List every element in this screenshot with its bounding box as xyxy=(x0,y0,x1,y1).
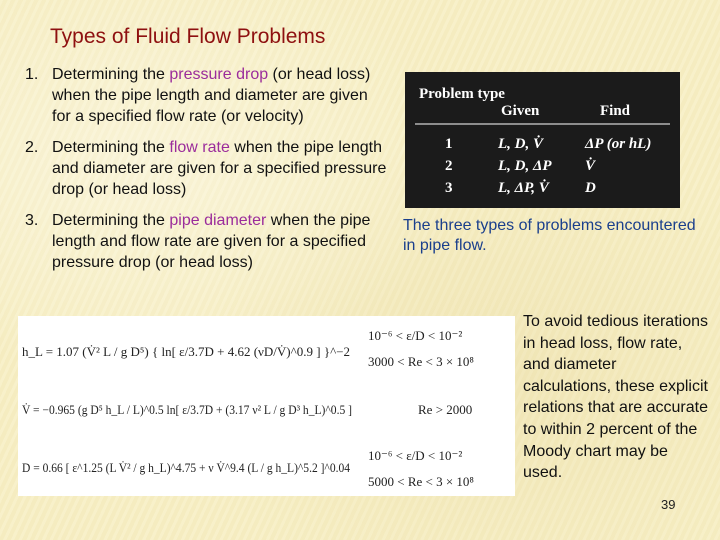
problem-types-table xyxy=(405,72,680,208)
problem-list xyxy=(20,64,390,283)
slide-title: Types of Fluid Flow Problems xyxy=(50,25,326,48)
formula-flow-rate: V̇ = −0.965 (g D⁵ h_L / L)^0.5 ln[ ε/3.7D + (3.17 ν² L / g D³ h_L)^0.5 ] xyxy=(22,403,352,417)
table-cell: L, D, V̇ xyxy=(498,136,543,152)
problem-highlight: pressure drop xyxy=(169,66,269,83)
formula-diameter: D = 0.66 [ ε^1.25 (L V̇² / g h_L)^4.75 + ν V̇^9.4 (L / g h_L)^5.2 ]^0.04 xyxy=(22,461,351,475)
problem-text: when the pipe length and diameter are given for a specified pressure drop (or head loss) xyxy=(52,139,387,198)
problem-item xyxy=(20,210,390,273)
formula-range: Re > 2000 xyxy=(418,402,473,417)
problem-highlight: flow rate xyxy=(169,139,230,156)
list-number: 1. xyxy=(25,66,39,83)
table-cell: 2 xyxy=(445,158,453,174)
problem-text: when the pipe length and flow rate are given for a specified pressure drop (or head loss) xyxy=(52,212,371,271)
formula-graphic xyxy=(18,316,515,496)
problem-text: Determining the xyxy=(52,66,170,83)
table-cell: 3 xyxy=(445,180,453,196)
table-header-given: Given xyxy=(501,103,540,119)
table-header-find: Find xyxy=(600,103,631,119)
list-number: 2. xyxy=(25,139,39,156)
table-header-problem-type: Problem type xyxy=(419,86,505,102)
page-number: 39 xyxy=(661,497,676,512)
explicit-relations-note: To avoid tedious iterations in head loss, flow rate, and diameter calculations, these explicit relations that are accurate to within 2 percent of the Moody chart may be used. xyxy=(523,313,708,482)
table-cell: L, ΔP, V̇ xyxy=(498,180,549,196)
formula-range: 3000 < Re < 3 × 10⁸ xyxy=(368,354,474,369)
problem-text: Determining the xyxy=(52,212,170,229)
problem-text: (or head loss) when the pipe length and diameter are given for a specified flow rate (or velocity) xyxy=(52,66,371,125)
table-cell: 1 xyxy=(445,136,453,152)
formula-range: 10⁻⁶ < ε/D < 10⁻² xyxy=(368,448,463,463)
table-cell: D xyxy=(585,180,596,196)
formula-head-loss: h_L = 1.07 (V̇² L / g D⁵) { ln[ ε/3.7D + 4.62 (νD/V̇)^0.9 ] }^−2 xyxy=(22,345,351,359)
problem-item xyxy=(20,137,390,200)
table-cell: ΔP (or hL) xyxy=(585,136,652,152)
problem-item xyxy=(20,64,390,127)
list-number: 3. xyxy=(25,212,39,229)
problem-highlight: pipe diameter xyxy=(169,212,267,229)
table-cell: V̇ xyxy=(585,158,596,174)
problem-text: Determining the xyxy=(52,139,170,156)
formula-range: 10⁻⁶ < ε/D < 10⁻² xyxy=(368,328,463,343)
explicit-relations-formulas xyxy=(18,316,515,496)
table-caption: The three types of problems encountered in pipe flow. xyxy=(403,217,696,254)
table-graphic xyxy=(405,72,680,208)
table-cell: L, D, ΔP xyxy=(498,158,552,174)
formula-range: 5000 < Re < 3 × 10⁸ xyxy=(368,474,474,489)
